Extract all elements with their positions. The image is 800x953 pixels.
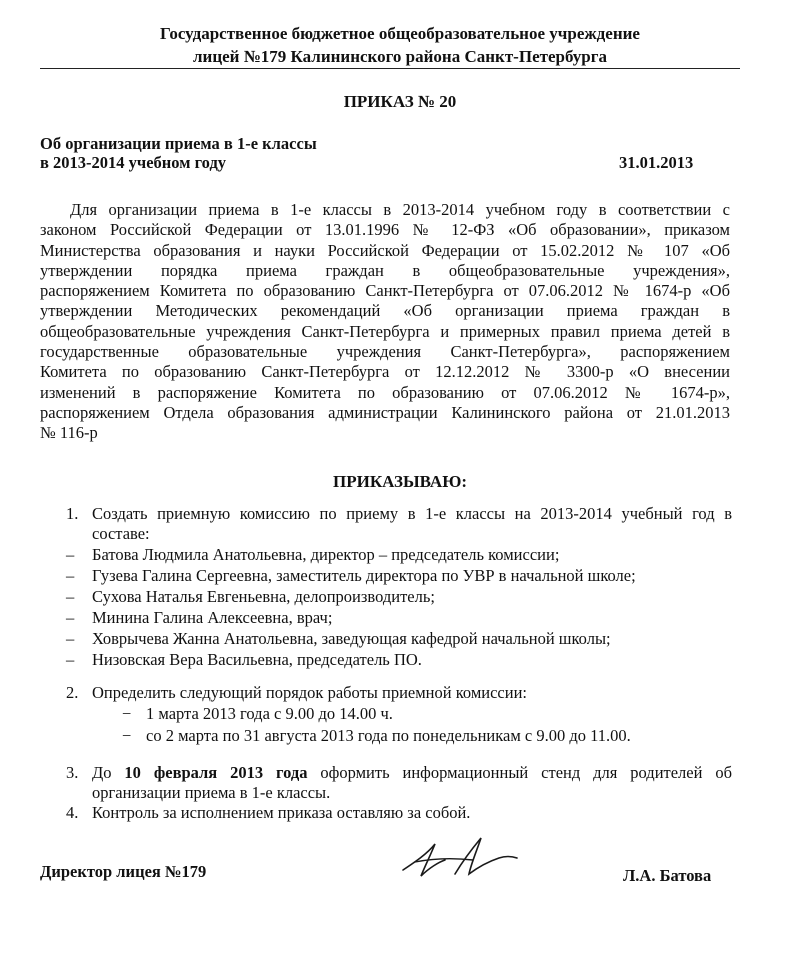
- preamble-line: Для организации приема в 1-е классы в 2013-2014 учебном году в соответствии с: [70, 200, 730, 219]
- item-3-number: 3.: [66, 763, 79, 782]
- preamble-line: законом Российской Федерации от 13.01.1996 № 12-ФЗ «Об образовании», приказом: [40, 220, 730, 240]
- order-subject-line2: в 2013-2014 учебном году: [40, 153, 227, 172]
- order-date: 31.01.2013: [619, 153, 694, 172]
- member-row: – Гузева Галина Сергеевна, заместитель директора по УВР в начальной школе;: [66, 566, 636, 585]
- member-row: – Сухова Наталья Евгеньевна, делопроизводитель;: [66, 587, 435, 606]
- preamble-line: Комитета по образованию Санкт-Петербурга от 12.12.2012 № 3300-р «О внесении: [40, 362, 730, 382]
- order-heading: ПРИКАЗЫВАЮ:: [332, 472, 468, 491]
- preamble-line: распоряжением Комитета по образованию Санкт-Петербурга от 07.06.2012 № 1674-р «Об: [40, 281, 730, 301]
- preamble-line: утверждении порядка приема граждан в общеобразовательные учреждения»,: [40, 260, 730, 280]
- institution-name-line2: лицей №179 Калининского района Санкт-Петербурга: [192, 47, 607, 66]
- preamble-line: № 116-р: [40, 423, 98, 443]
- item-1-text: [92, 504, 732, 544]
- item-1-line: составе:: [92, 524, 150, 543]
- item-1-line: Создать приемную комиссию по приему в 1-е классы на 2013-2014 учебный год в: [92, 504, 732, 523]
- institution-name-line1: Государственное бюджетное общеобразовательное учреждение: [160, 24, 640, 43]
- item-2-text: Определить следующий порядок работы приемной комиссии:: [92, 683, 527, 702]
- director-position: Директор лицея №179: [40, 862, 207, 881]
- preamble-paragraph: [40, 200, 730, 444]
- member-row: – Ховрычева Жанна Анатольевна, заведующая кафедрой начальной школы;: [66, 629, 611, 648]
- schedule-row: − 1 марта 2013 года с 9.00 до 14.00 ч.: [122, 704, 393, 723]
- item-1-number: 1.: [66, 504, 79, 523]
- schedule-row: − со 2 марта по 31 августа 2013 года по понедельникам с 9.00 до 11.00.: [122, 726, 631, 745]
- item-2-number: 2.: [66, 683, 79, 702]
- preamble-line: общеобразовательные учреждения Санкт-Петербурга и примерных правил приема детей в: [40, 321, 730, 341]
- preamble-line: распоряжением Отдела образования администрации Калининского района от 21.01.2013: [40, 402, 730, 422]
- member-row: – Низовская Вера Васильевна, председатель ПО.: [66, 650, 422, 669]
- member-row: – Батова Людмила Анатольевна, директор – председатель комиссии;: [66, 545, 560, 564]
- item-4-number: 4.: [66, 803, 79, 822]
- director-name: Л.А. Батова: [623, 866, 712, 885]
- order-subject-line1: Об организации приема в 1-е классы: [40, 134, 317, 153]
- order-title: ПРИКАЗ № 20: [343, 92, 457, 111]
- item-3-text: [92, 763, 732, 803]
- item-4-text: Контроль за исполнением приказа оставляю за собой.: [92, 803, 471, 822]
- preamble-line: изменений в распоряжение Комитета по образованию от 07.06.2012 № 1674-р»,: [40, 382, 730, 402]
- preamble-line: государственные образовательные учреждения Санкт-Петербурга», распоряжением: [40, 342, 730, 362]
- item-3-line: До 10 февраля 2013 года оформить информационный стенд для родителей об: [92, 763, 732, 782]
- director-signature: [395, 832, 525, 882]
- preamble-line: Министерства образования и науки Российской Федерации от 15.02.2012 № 107 «Об: [40, 240, 730, 260]
- deadline-date: 10 февраля 2013 года: [124, 763, 308, 782]
- header-divider: [40, 68, 740, 69]
- item-3-line: организации приема в 1-е классы.: [92, 783, 331, 802]
- preamble-line: утверждении Методических рекомендаций «Об организации приема граждан в: [40, 301, 730, 321]
- member-row: – Минина Галина Алексеевна, врач;: [66, 608, 333, 627]
